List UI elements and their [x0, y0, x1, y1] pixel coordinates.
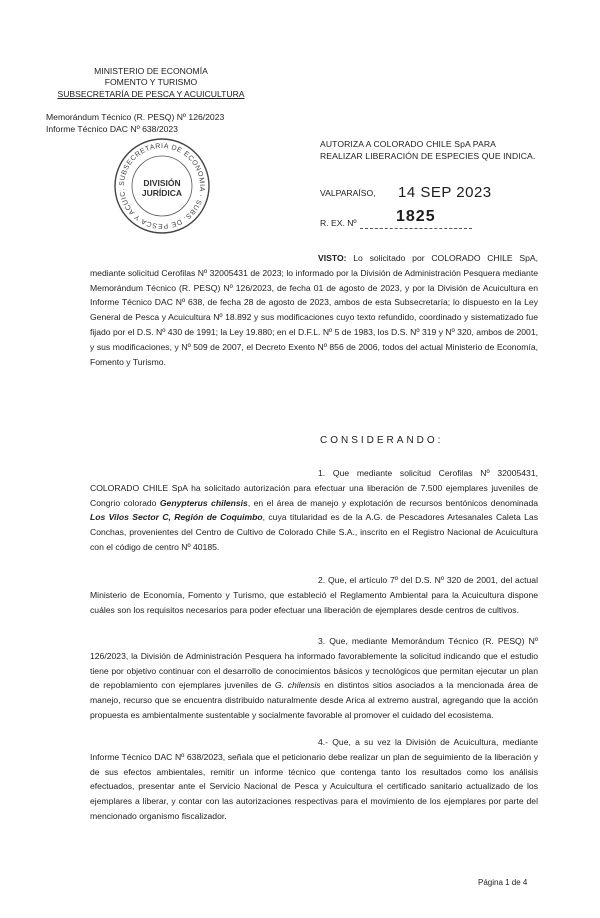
p4-text: Que, a su vez la División de Acuicultura, mediante Informe Técnico DAC Nº 638/2023, señala que el peticionario debe realizar un plan de seguimiento de la liberación y de sus efectos ambientales, remitir un informe técnico que contenga tanto los resultados como los análisis efectuados, presentar ante el Servicio Nacional de Pesca y Acuicultura el certificado sanitario actualizado de los ejemplares a liberar, y contar con las autorizaciones respectivas para el movimiento de los ejemplares por parte del mencionado organismo fiscalizador. — [90, 737, 538, 821]
subsecretaria-name: SUBSECRETARÍA DE PESCA Y ACUICULTURA — [57, 88, 245, 99]
item-number: 4.- — [318, 737, 329, 747]
stamp-ring-text: SUBSECRETARIA DE ECONOMIA · SUBS. DE PESCA Y ACUIC. — [118, 142, 206, 230]
p3-text-a: Que, mediante Memorándum Técnico (R. PESQ) Nº 126/2023, la División de Administración Pesquera ha informado favorablemente la solicitud indicando que el estudio tiene por objetivo continuar con el desarrollo de conocimientos básicos y tecnológicos que permitan ejecutar un plan de repoblamiento con ejemplares juveniles de — [90, 636, 538, 691]
resolution-subject — [320, 139, 535, 162]
stamp-center-line1: DIVISIÓN — [143, 178, 181, 188]
informe-reference: Informe Técnico DAC Nº 638/2023 — [46, 123, 178, 134]
species-abbrev: G. chilensis — [274, 680, 321, 691]
ministry-subname: FOMENTO Y TURISMO — [104, 77, 198, 88]
item-number: 3. — [318, 636, 326, 646]
p2-text: Que, el artículo 7º del D.S. Nº 320 de 2001, del actual Ministerio de Economía, Fomento y Turismo, que estableció el Reglamento Ambiental para la Acuicultura dispone cuáles son los requisitos necesarios para poder efectuar una liberación de ejemplares desde centros de cultivos. — [90, 575, 538, 615]
memo-reference: Memorándum Técnico (R. PESQ) Nº 126/2023 — [46, 112, 225, 122]
species-name: Genypterus chilensis — [159, 497, 248, 508]
item-number: 1. — [318, 468, 326, 478]
visto-label: VISTO: — [318, 253, 347, 263]
ministry-name: MINISTERIO DE ECONOMÍA — [94, 66, 208, 76]
page-number: Página 1 de 4 — [478, 878, 528, 887]
ministry-header — [46, 66, 256, 100]
subject-line-1: AUTORIZA A COLORADO CHILE SpA PARA — [320, 139, 496, 149]
p1-text-b: , en el área de manejo y explotación de recursos bentónicos denominada — [247, 497, 538, 508]
p1-text-a: Que mediante solicitud Cerofilas Nº 32005431, COLORADO CHILE SpA ha solicitado autorización para efectuar una liberación de 7.500 ejemplares juveniles de Congrio colorado — [90, 468, 538, 508]
considerando-1 — [90, 466, 538, 555]
visto-paragraph — [90, 251, 538, 369]
subject-line-2: REALIZAR LIBERACIÓN DE ESPECIES QUE INDICA. — [320, 150, 536, 161]
considerando-4 — [90, 735, 538, 824]
considerando-2 — [90, 573, 538, 617]
reference-block — [46, 112, 224, 135]
rex-label: R. EX. Nº — [320, 218, 357, 228]
rex-number: 1825 — [396, 208, 436, 225]
p1-text-c: , cuya titularidad es de la A.G. de Pescadores Artesanales Caleta Las Conchas, provenientes del Centro de Cultivo de Colorado Chile S.A., inscrito en el Registro Nacional de Acuicultura con el código de centro Nº 40185. — [90, 512, 538, 552]
area-name: Los Vilos Sector C, Región de Coquimbo — [90, 512, 263, 523]
division-juridica-stamp — [112, 136, 212, 236]
considerando-heading: CONSIDERANDO: — [320, 435, 444, 446]
item-number: 2. — [318, 575, 326, 585]
rex-underline — [360, 228, 472, 229]
p3-text-b: en distintos sitios asociados a la mencionada área de manejo, recurso que se encuentra distribuido naturalmente desde Arica al extremo austral, agregando que la acción propuesta es ambientalmente sustentable y socialmente favorable al promover el cuidado del ecosistema. — [90, 680, 539, 720]
stamp-center-line2: JURÍDICA — [141, 188, 183, 198]
place-label: VALPARAÍSO, — [320, 188, 376, 198]
visto-text: Lo solicitado por COLORADO CHILE SpA, mediante solicitud Cerofilas Nº 32005431 de 2023; lo informado por la División de Administración Pesquera mediante Memorándum Técnico (R. PESQ) Nº 126/2023, de fecha 01 de agosto de 2023, y por la División de Acuicultura en Informe Técnico DAC Nº 638, de fecha 28 de agosto de 2023, ambos de esta Subsecretaría; lo dispuesto en la Ley General de Pesca y Acuicultura Nº 18.892 y sus modificaciones cuyo texto refundido, coordinado y sistematizado fue fijado por el D.S. Nº 430 de 1991; la Ley 19.880; en el D.F.L. Nº 5 de 1983, los D.S. Nº 319 y Nº 320, ambos de 2001, y sus modificaciones, y Nº 509 de 2007, el Decreto Exento Nº 856 de 2006, todos del actual Ministerio de Economía, Fomento y Turismo. — [90, 253, 538, 367]
considerando-3 — [90, 634, 538, 723]
date-stamp: 14 SEP 2023 — [398, 184, 492, 201]
